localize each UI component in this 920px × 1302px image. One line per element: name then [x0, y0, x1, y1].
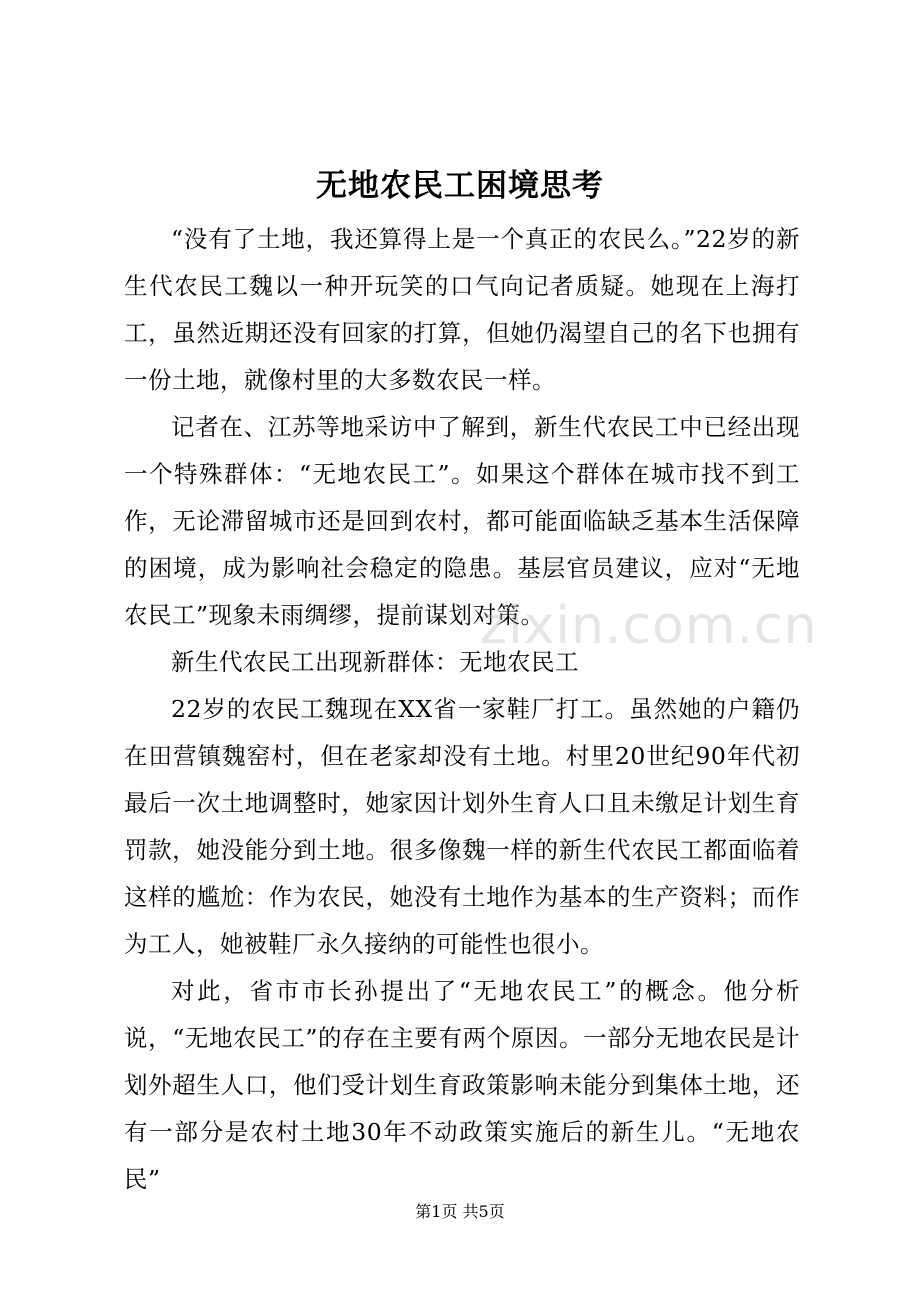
- paragraph-2: 记者在、江苏等地采访中了解到，新生代农民工中已经出现一个特殊群体：“无地农民工”。如果这个群体在城市找不到工作，无论滞留城市还是回到农村，都可能面临缺乏基本生活保障的困境，成为影响社会稳定的隐患。基层官员建议，应对“无地农民工”现象未雨绸缪，提前谋划对策。: [124, 413, 800, 629]
- paragraph-4: 对此，省市市长孙提出了“无地农民工”的概念。他分析说，“无地农民工”的存在主要有两个原因。一部分无地农民是计划外超生人口，他们受计划生育政策影响未能分到集体土地，还有一部分是农村土地30年不动政策实施后的新生儿。“无地农民”: [124, 977, 800, 1193]
- document-title: 无地农民工困境思考: [316, 168, 604, 204]
- page-footer: 第1页 共5页: [415, 1202, 505, 1221]
- paragraph-1: “没有了土地，我还算得上是一个真正的农民么。”22岁的新生代农民工魏以一种开玩笑的口气向记者质疑。她现在上海打工，虽然近期还没有回家的打算，但她仍渴望自己的名下也拥有一份土地，就像村里的大多数农民一样。: [124, 225, 800, 394]
- paragraph-3: 22岁的农民工魏现在XX省一家鞋厂打工。虽然她的户籍仍在田营镇魏窑村，但在老家却没有土地。村里20世纪90年代初最后一次土地调整时，她家因计划外生育人口且未缴足计划生育罚款，她没能分到土地。很多像魏一样的新生代农民工都面临着这样的尴尬：作为农民，她没有土地作为基本的生产资料；而作为工人，她被鞋厂永久接纳的可能性也很小。: [124, 695, 800, 958]
- watermark: zixin.com.cn: [480, 596, 818, 656]
- section-heading: 新生代农民工出现新群体：无地农民工: [171, 648, 579, 676]
- document-body: [124, 216, 800, 1203]
